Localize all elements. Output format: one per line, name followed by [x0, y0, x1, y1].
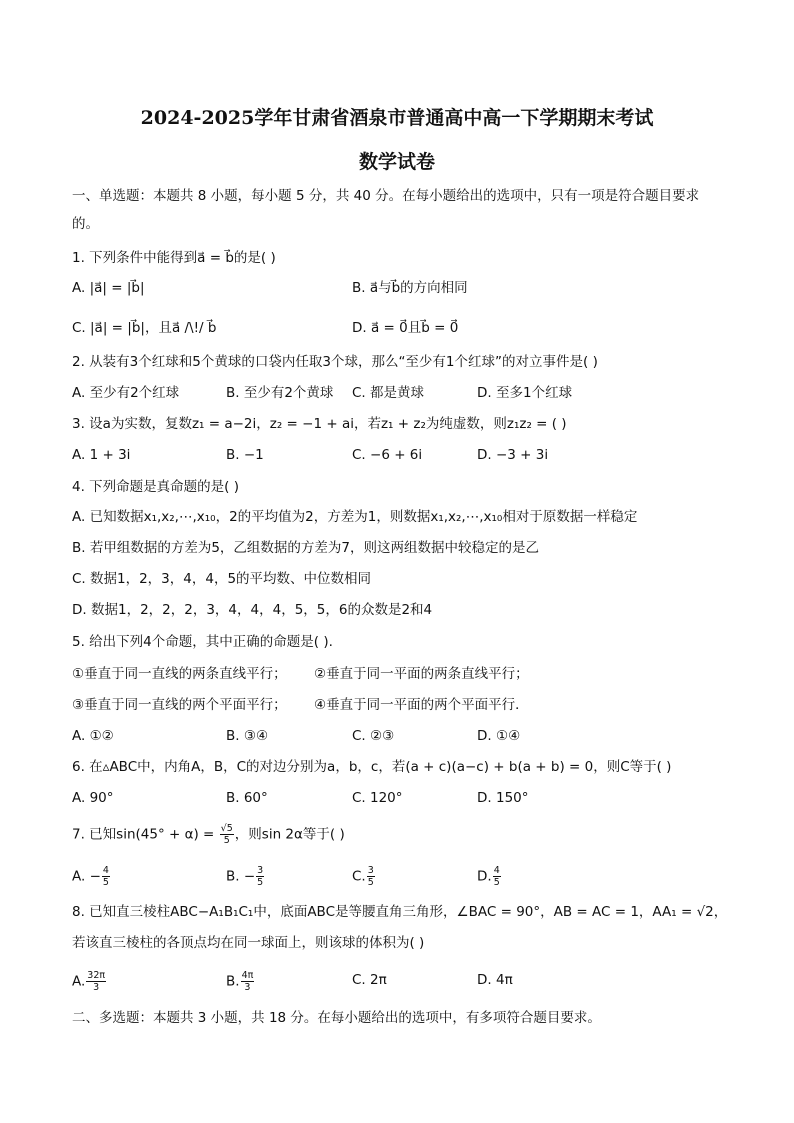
q7-option-c [352, 865, 376, 888]
q8-option-a [72, 970, 107, 993]
q7-d-pre: D. [477, 868, 492, 885]
q7-stem-pre: 7. 已知sin(45° + α) = [72, 826, 215, 843]
q8-b-pre: B. [226, 973, 240, 990]
q7-stem-num: √5 [220, 823, 233, 834]
q8-a-num: 32π [87, 970, 106, 981]
q4-option-a: A. 已知数据x₁,x₂,⋯,x₁₀，2的平均值为2，方差为1，则数据x₁,x₂,⋯,x₁₀相对于原数据一样稳定 [72, 509, 638, 525]
q5-option-d: D. ①④ [477, 728, 521, 744]
q5-statement-2: ②垂直于同一平面的两条直线平行； [314, 666, 529, 682]
q6-option-b: B. 60° [226, 790, 268, 806]
q8-option-c: C. 2π [352, 972, 387, 988]
q5-statement-4: ④垂直于同一平面的两个平面平行． [314, 697, 529, 713]
page-subtitle: 数学试卷 [358, 151, 435, 173]
q3-option-a: A. 1 + 3i [72, 447, 131, 463]
q6-option-a: A. 90° [72, 790, 114, 806]
q4-option-d: D. 数据1，2，2，2，3，4，4，4，5，5，6的众数是2和4 [72, 602, 433, 618]
q1-option-b: B. a⃗与b⃗的方向相同 [352, 280, 468, 296]
q1-option-a: A. |a⃗| = |b⃗| [72, 280, 145, 296]
q8-option-d: D. 4π [477, 972, 513, 988]
q2-option-a: A. 至少有2个红球 [72, 385, 180, 401]
q8-a-fraction [86, 970, 106, 993]
q8-b-fraction [241, 970, 255, 993]
section-1-header-cont: 的。 [72, 216, 99, 232]
q2-option-c: C. 都是黄球 [352, 385, 425, 401]
q2-stem: 2. 从装有3个红球和5个黄球的口袋内任取3个球，那么“至少有1个红球”的对立事件是( ) [72, 354, 598, 370]
q4-option-c: C. 数据1，2，3，4，4，5的平均数、中位数相同 [72, 571, 372, 587]
q7-a-pre: A. − [72, 868, 101, 885]
q3-option-b: B. −1 [226, 447, 264, 463]
q7-b-fraction [256, 865, 264, 888]
q6-option-d: D. 150° [477, 790, 529, 806]
q7-option-a [72, 865, 111, 888]
q7-stem-post: ，则sin 2α等于( ) [234, 826, 345, 843]
q4-stem: 4. 下列命题是真命题的是( ) [72, 479, 239, 495]
q7-c-num: 3 [367, 865, 374, 876]
q6-option-c: C. 120° [352, 790, 403, 806]
page-title: 2024-2025学年甘肃省酒泉市普通高中高一下学期期末考试 [140, 107, 654, 129]
q2-option-b: B. 至少有2个黄球 [226, 385, 334, 401]
q7-c-den: 5 [367, 877, 374, 888]
q1-option-c: C. |a⃗| = |b⃗|，且a⃗ /\!/ b⃗ [72, 320, 217, 336]
q7-stem-fraction [220, 823, 234, 846]
q8-a-den: 3 [93, 982, 100, 993]
q8-stem: 8. 已知直三棱柱ABC−A₁B₁C₁中，底面ABC是等腰直角三角形，∠BAC = 90°，AB = AC = 1，AA₁ = √2， [72, 904, 728, 920]
q3-option-c: C. −6 + 6i [352, 447, 423, 463]
q7-a-num: 4 [102, 865, 109, 876]
q3-option-d: D. −3 + 3i [477, 447, 549, 463]
q7-stem-den: 5 [223, 835, 230, 846]
q7-b-num: 3 [257, 865, 264, 876]
q5-option-c: C. ②③ [352, 728, 395, 744]
q8-stem-cont: 若该直三棱柱的各顶点均在同一球面上，则该球的体积为( ) [72, 935, 425, 951]
section-2-header: 二、多选题：本题共 3 小题，共 18 分。在每小题给出的选项中，有多项符合题目要求。 [72, 1010, 601, 1026]
q5-option-a: A. ①② [72, 728, 114, 744]
q1-stem: 1. 下列条件中能得到a⃗ = b⃗的是( ) [72, 250, 276, 266]
q7-b-den: 5 [257, 877, 264, 888]
q4-option-b: B. 若甲组数据的方差为5，乙组数据的方差为7，则这两组数据中较稳定的是乙 [72, 540, 540, 556]
q8-b-num: 4π [241, 970, 254, 981]
q7-d-num: 4 [493, 865, 500, 876]
q7-a-den: 5 [102, 877, 109, 888]
q7-c-pre: C. [352, 868, 366, 885]
q1-option-d: D. a⃗ = 0⃗且b⃗ = 0⃗ [352, 320, 459, 336]
q7-option-b [226, 865, 265, 888]
q7-c-fraction [367, 865, 375, 888]
q5-option-b: B. ③④ [226, 728, 269, 744]
q8-option-b [226, 970, 255, 993]
q8-a-pre: A. [72, 973, 86, 990]
q3-stem: 3. 设a为实数，复数z₁ = a−2i，z₂ = −1 + ai，若z₁ + z₂为纯虚数，则z₁z₂ = ( ) [72, 416, 567, 432]
q5-statement-3: ③垂直于同一直线的两个平面平行； [72, 697, 287, 713]
q7-a-fraction [102, 865, 110, 888]
q2-option-d: D. 至多1个红球 [477, 385, 573, 401]
section-1-header: 一、单选题：本题共 8 小题，每小题 5 分，共 40 分。在每小题给出的选项中，只有一项是符合题目要求 [72, 188, 700, 204]
q5-stem: 5. 给出下列4个命题，其中正确的命题是( ). [72, 634, 333, 650]
q8-b-den: 3 [244, 982, 251, 993]
q5-statement-1: ①垂直于同一直线的两条直线平行； [72, 666, 287, 682]
q6-stem: 6. 在▵ABC中，内角A，B，C的对边分别为a，b，c，若(a + c)(a−c) + b(a + b) = 0，则C等于( ) [72, 759, 672, 775]
q7-stem [72, 823, 345, 846]
q7-option-d [477, 865, 502, 888]
q7-d-den: 5 [493, 877, 500, 888]
q7-b-pre: B. − [226, 868, 256, 885]
q7-d-fraction [493, 865, 501, 888]
